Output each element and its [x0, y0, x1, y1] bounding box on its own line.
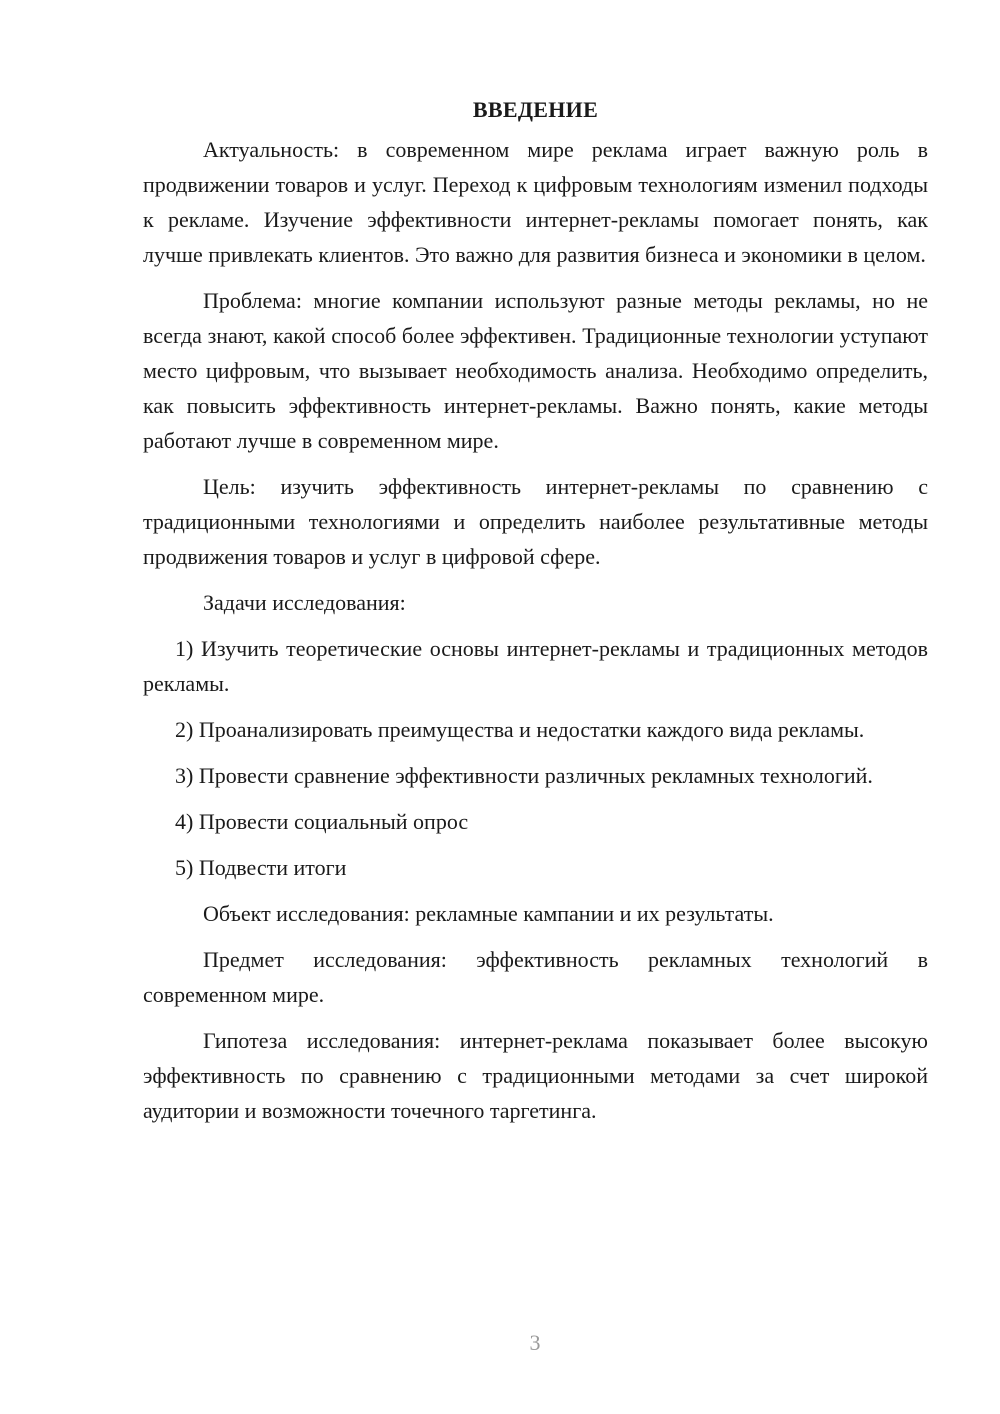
task-item-4: 4) Провести социальный опрос — [175, 809, 469, 834]
paragraph-goal: Цель: изучить эффективность интернет-рекламы по сравнению с традиционными технологиями и определить наиболее результативные методы продвижения товаров и услуг в цифровой сфере. — [143, 474, 928, 569]
section-title: ВВЕДЕНИЕ — [472, 97, 599, 122]
task-item-5: 5) Подвести итоги — [175, 855, 347, 880]
paragraph-tasks-heading: Задачи исследования: — [203, 590, 406, 615]
paragraph-object: Объект исследования: рекламные кампании и их результаты. — [203, 901, 774, 926]
paragraph-relevance: Актуальность: в современном мире реклама играет важную роль в продвижении товаров и услуг. Переход к цифровым технологиям изменил подходы к рекламе. Изучение эффективности интернет-рекламы помогает понять, как лучше привлекать клиентов. Это важно для развития бизнеса и экономики в целом. — [143, 137, 928, 267]
paragraph-subject: Предмет исследования: эффективность рекламных технологий в современном мире. — [143, 947, 928, 1007]
page-number: 3 — [529, 1330, 541, 1355]
paragraph-problem: Проблема: многие компании используют разные методы рекламы, но не всегда знают, какой способ более эффективен. Традиционные технологии уступают место цифровым, что вызывает необходимость анализа. Необходимо определить, как повысить эффективность интернет-рекламы. Важно понять, какие методы работают лучше в современном мире. — [143, 288, 928, 453]
document-page — [143, 92, 928, 1139]
task-item-3: 3) Провести сравнение эффективности различных рекламных технологий. — [175, 763, 873, 788]
task-item-1: 1) Изучить теоретические основы интернет-рекламы и традиционных методов рекламы. — [143, 636, 928, 696]
paragraph-hypothesis: Гипотеза исследования: интернет-реклама показывает более высокую эффективность по сравнению с традиционными методами за счет широкой аудитории и возможности точечного таргетинга. — [143, 1028, 928, 1123]
task-item-2: 2) Проанализировать преимущества и недостатки каждого вида рекламы. — [175, 717, 865, 742]
